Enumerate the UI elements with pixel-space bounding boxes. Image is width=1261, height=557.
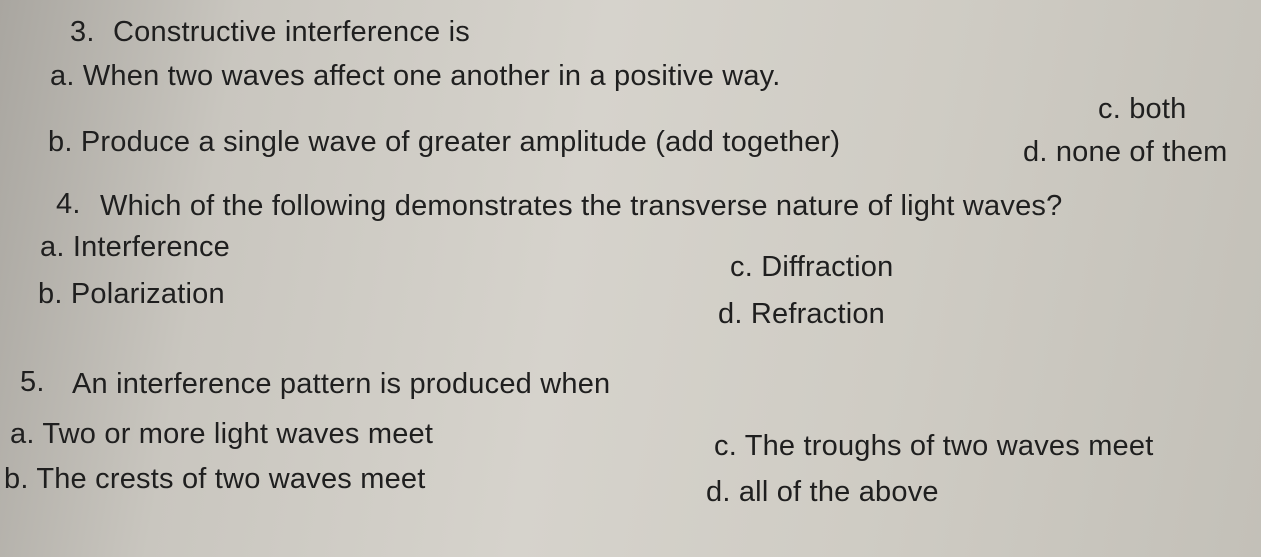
question-3-option-c: c. both bbox=[1098, 93, 1187, 125]
question-4-option-d: d. Refraction bbox=[718, 298, 886, 330]
question-5-number: 5. bbox=[20, 366, 45, 398]
question-3-option-a: a. When two waves affect one another in a positive way. bbox=[50, 60, 781, 92]
question-3-stem: Constructive interference is bbox=[113, 16, 470, 48]
question-3-number: 3. bbox=[70, 16, 95, 48]
question-4-number: 4. bbox=[56, 188, 81, 220]
question-5-option-b: b. The crests of two waves meet bbox=[4, 463, 426, 495]
question-5-stem: An interference pattern is produced when bbox=[72, 368, 611, 400]
question-5-option-d: d. all of the above bbox=[706, 476, 939, 508]
question-4-option-b: b. Polarization bbox=[38, 278, 225, 310]
question-5-option-c: c. The troughs of two waves meet bbox=[714, 430, 1154, 462]
question-5-option-a: a. Two or more light waves meet bbox=[10, 418, 434, 450]
question-4-stem: Which of the following demonstrates the transverse nature of light waves? bbox=[100, 190, 1063, 222]
question-3-option-d: d. none of them bbox=[1023, 136, 1228, 168]
question-3-option-b: b. Produce a single wave of greater amplitude (add together) bbox=[48, 126, 841, 158]
question-4-option-a: a. Interference bbox=[40, 231, 230, 263]
question-4-option-c: c. Diffraction bbox=[730, 251, 894, 283]
